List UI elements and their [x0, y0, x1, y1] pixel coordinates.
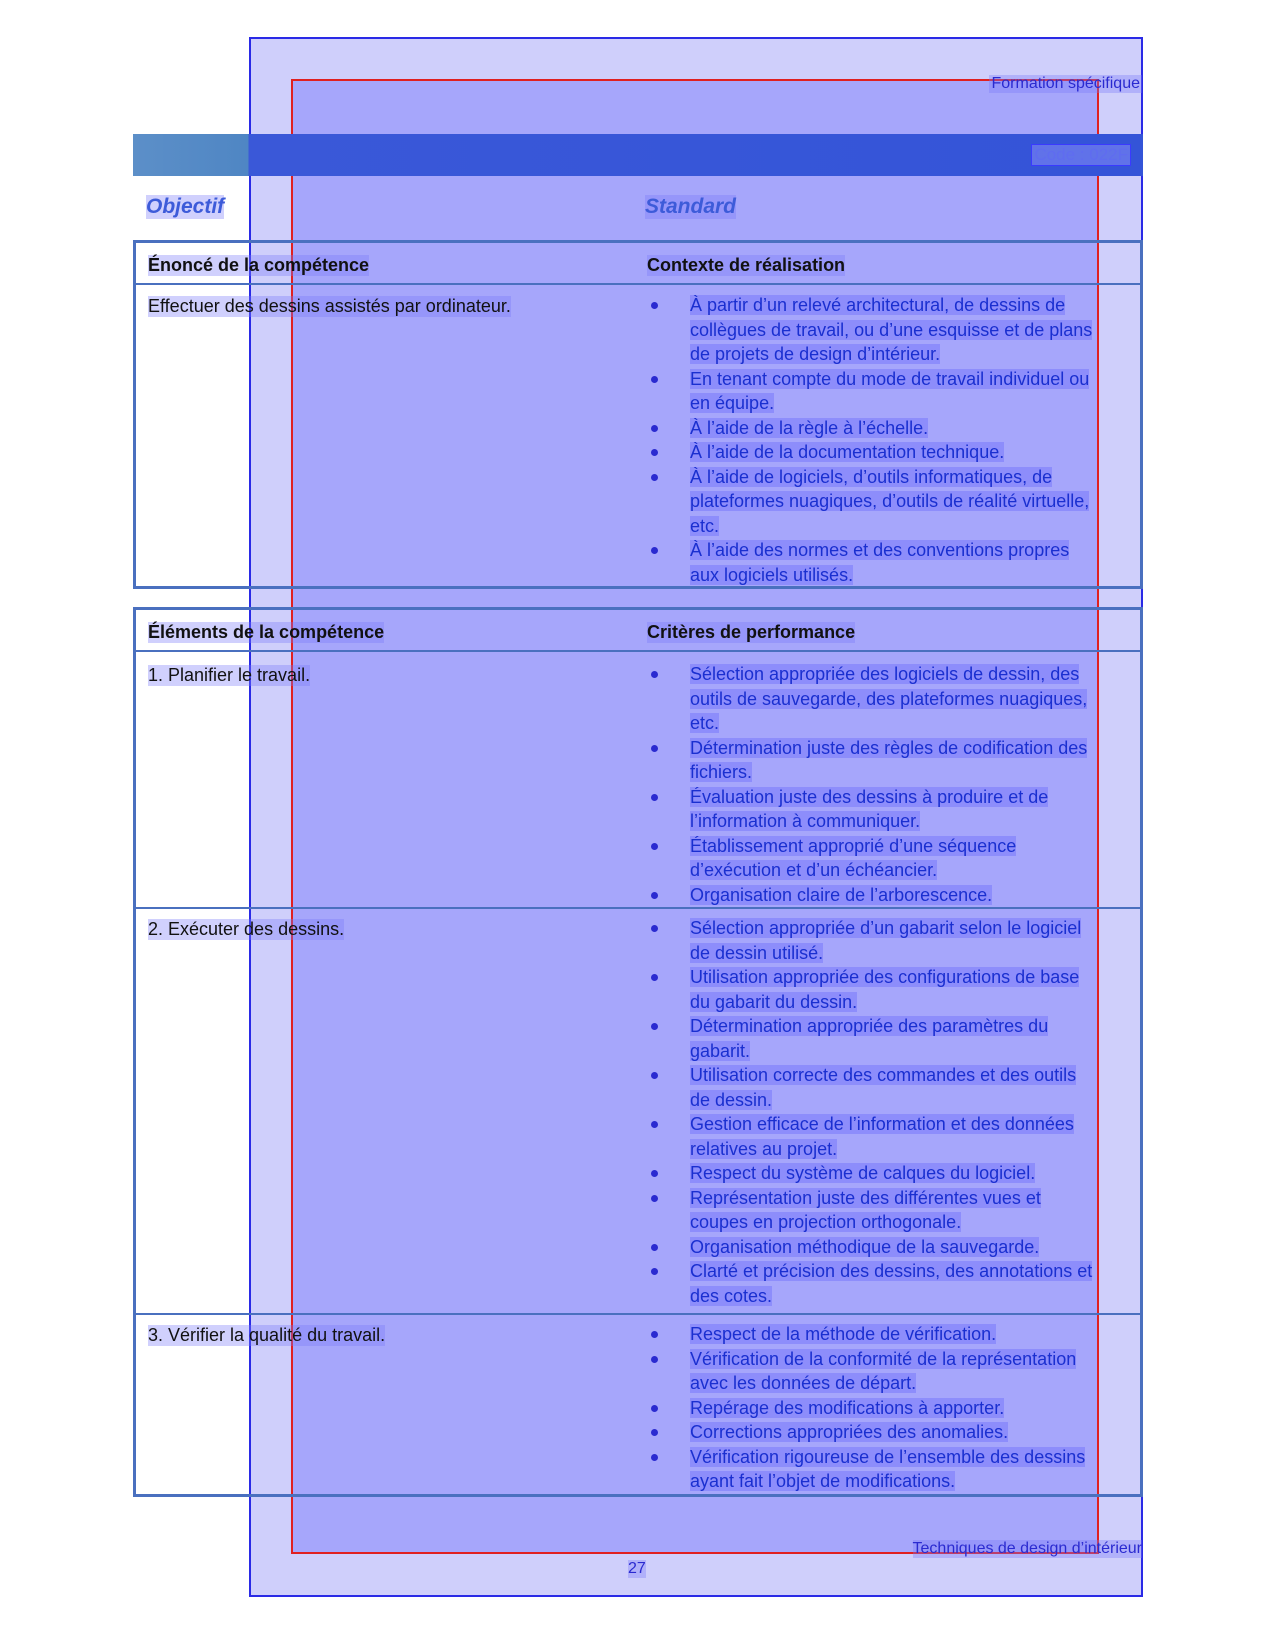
bullet-text: Détermination juste des règles de codification des fichiers.: [690, 737, 1088, 782]
bullet-item: [646, 1259, 1096, 1308]
bullet-item: [646, 1112, 1096, 1161]
bullet-text: Détermination appropriée des paramètres du gabarit.: [690, 1016, 1049, 1061]
elements-box-header: [136, 610, 1140, 652]
bullet-text: Vérification de la conformité de la représentation avec les données de départ.: [690, 1348, 1077, 1393]
bullet-text: À l’aide de la documentation technique.: [690, 442, 1005, 462]
bullet-text: Corrections appropriées des anomalies.: [690, 1422, 1009, 1442]
element-label: 1. Planifier le travail.: [148, 665, 311, 685]
header-label: Formation spécifique: [991, 75, 1140, 92]
bullet-item: [646, 1347, 1096, 1396]
objective-title: Objectif: [146, 195, 225, 218]
criteria-list: [646, 662, 1096, 907]
statement-header: Énoncé de la compétence: [148, 255, 370, 275]
competence-statement: Effectuer des dessins assistés par ordinateur.: [148, 296, 511, 316]
bullet-text: Repérage des modifications à apporter.: [690, 1397, 1005, 1418]
bullet-text: Clarté et précision des dessins, des annotations et des cotes.: [690, 1261, 1093, 1306]
bullet-item: [646, 916, 1096, 965]
bullet-text: Établissement approprié d’une séquence d’exécution et d’un échéancier.: [690, 835, 1017, 880]
element-label: 2. Exécuter des dessins.: [148, 919, 345, 939]
bullet-item: [646, 785, 1096, 834]
bullet-item: [646, 440, 1096, 465]
bullet-item: [646, 1396, 1096, 1421]
bullet-item: [646, 538, 1096, 587]
bullet-item: [646, 1322, 1096, 1347]
bullet-text: À partir d’un relevé architectural, de dessins de collègues de travail, ou d’une esquisse et de plans de projets de design d’intérieur.: [690, 295, 1093, 364]
bullet-text: À l’aide des normes et des conventions propres aux logiciels utilisés.: [690, 540, 1070, 585]
row-divider: [136, 1313, 1140, 1315]
bullet-text: Vérification rigoureuse de l’ensemble des dessins ayant fait l’objet de modifications.: [690, 1446, 1086, 1491]
element-label: 3. Vérifier la qualité du travail.: [148, 1325, 386, 1345]
bullet-item: [646, 736, 1096, 785]
bullet-item: [646, 965, 1096, 1014]
elements-box: [133, 607, 1143, 1497]
bullet-item: [646, 1445, 1096, 1494]
criteria-header: Critères de performance: [647, 622, 856, 642]
bullet-text: Gestion efficace de l’information et des données relatives au projet.: [690, 1114, 1074, 1159]
bullet-item: [646, 1014, 1096, 1063]
bullet-item: [646, 465, 1096, 539]
bullet-text: À l’aide de logiciels, d’outils informatiques, de plateformes nuagiques, d’outils de réalité virtuelle, etc.: [690, 466, 1090, 536]
bullet-item: [646, 662, 1096, 736]
bullet-item: [646, 1235, 1096, 1260]
header-banner: [133, 134, 1143, 176]
criteria-list: [646, 1322, 1096, 1494]
bullet-text: Sélection appropriée des logiciels de dessin, des outils de sauvegarde, des plateformes nuagiques, etc.: [690, 664, 1088, 733]
bullet-item: [646, 1420, 1096, 1445]
row-divider: [136, 907, 1140, 909]
bullet-text: Organisation méthodique de la sauvegarde.: [690, 1236, 1040, 1257]
criteria-list: [646, 916, 1096, 1308]
standard-title: Standard: [645, 195, 737, 218]
code-label: Code : 022F: [1031, 144, 1131, 166]
page-number: 27: [628, 1560, 646, 1577]
bullet-item: [646, 883, 1096, 908]
bullet-text: Utilisation appropriée des configurations de base du gabarit du dessin.: [690, 967, 1080, 1012]
competence-box-header: [136, 243, 1140, 285]
bullet-item: [646, 1063, 1096, 1112]
bullet-text: En tenant compte du mode de travail individuel ou en équipe.: [690, 368, 1090, 413]
elements-header: Éléments de la compétence: [148, 622, 385, 642]
bullet-text: Respect du système de calques du logiciel.: [690, 1163, 1036, 1183]
bullet-item: [646, 416, 1096, 441]
footer-label: Techniques de design d’intérieur: [912, 1540, 1142, 1557]
bullet-item: [646, 1186, 1096, 1235]
bullet-text: À l’aide de la règle à l’échelle.: [690, 417, 929, 438]
bullet-item: [646, 1161, 1096, 1186]
competence-box: [133, 240, 1143, 589]
bullet-item: [646, 367, 1096, 416]
context-header: Contexte de réalisation: [647, 255, 846, 275]
bullet-text: Évaluation juste des dessins à produire et de l’information à communiquer.: [690, 786, 1049, 831]
bullet-item: [646, 293, 1096, 367]
bullet-text: Représentation juste des différentes vues et coupes en projection orthogonale.: [690, 1187, 1041, 1232]
bullet-text: Utilisation correcte des commandes et des outils de dessin.: [690, 1065, 1077, 1110]
bullet-text: Sélection appropriée d’un gabarit selon le logiciel de dessin utilisé.: [690, 918, 1082, 963]
bullet-text: Organisation claire de l’arborescence.: [690, 884, 993, 905]
context-list: [646, 293, 1096, 587]
bullet-item: [646, 834, 1096, 883]
bullet-text: Respect de la méthode de vérification.: [690, 1324, 997, 1344]
